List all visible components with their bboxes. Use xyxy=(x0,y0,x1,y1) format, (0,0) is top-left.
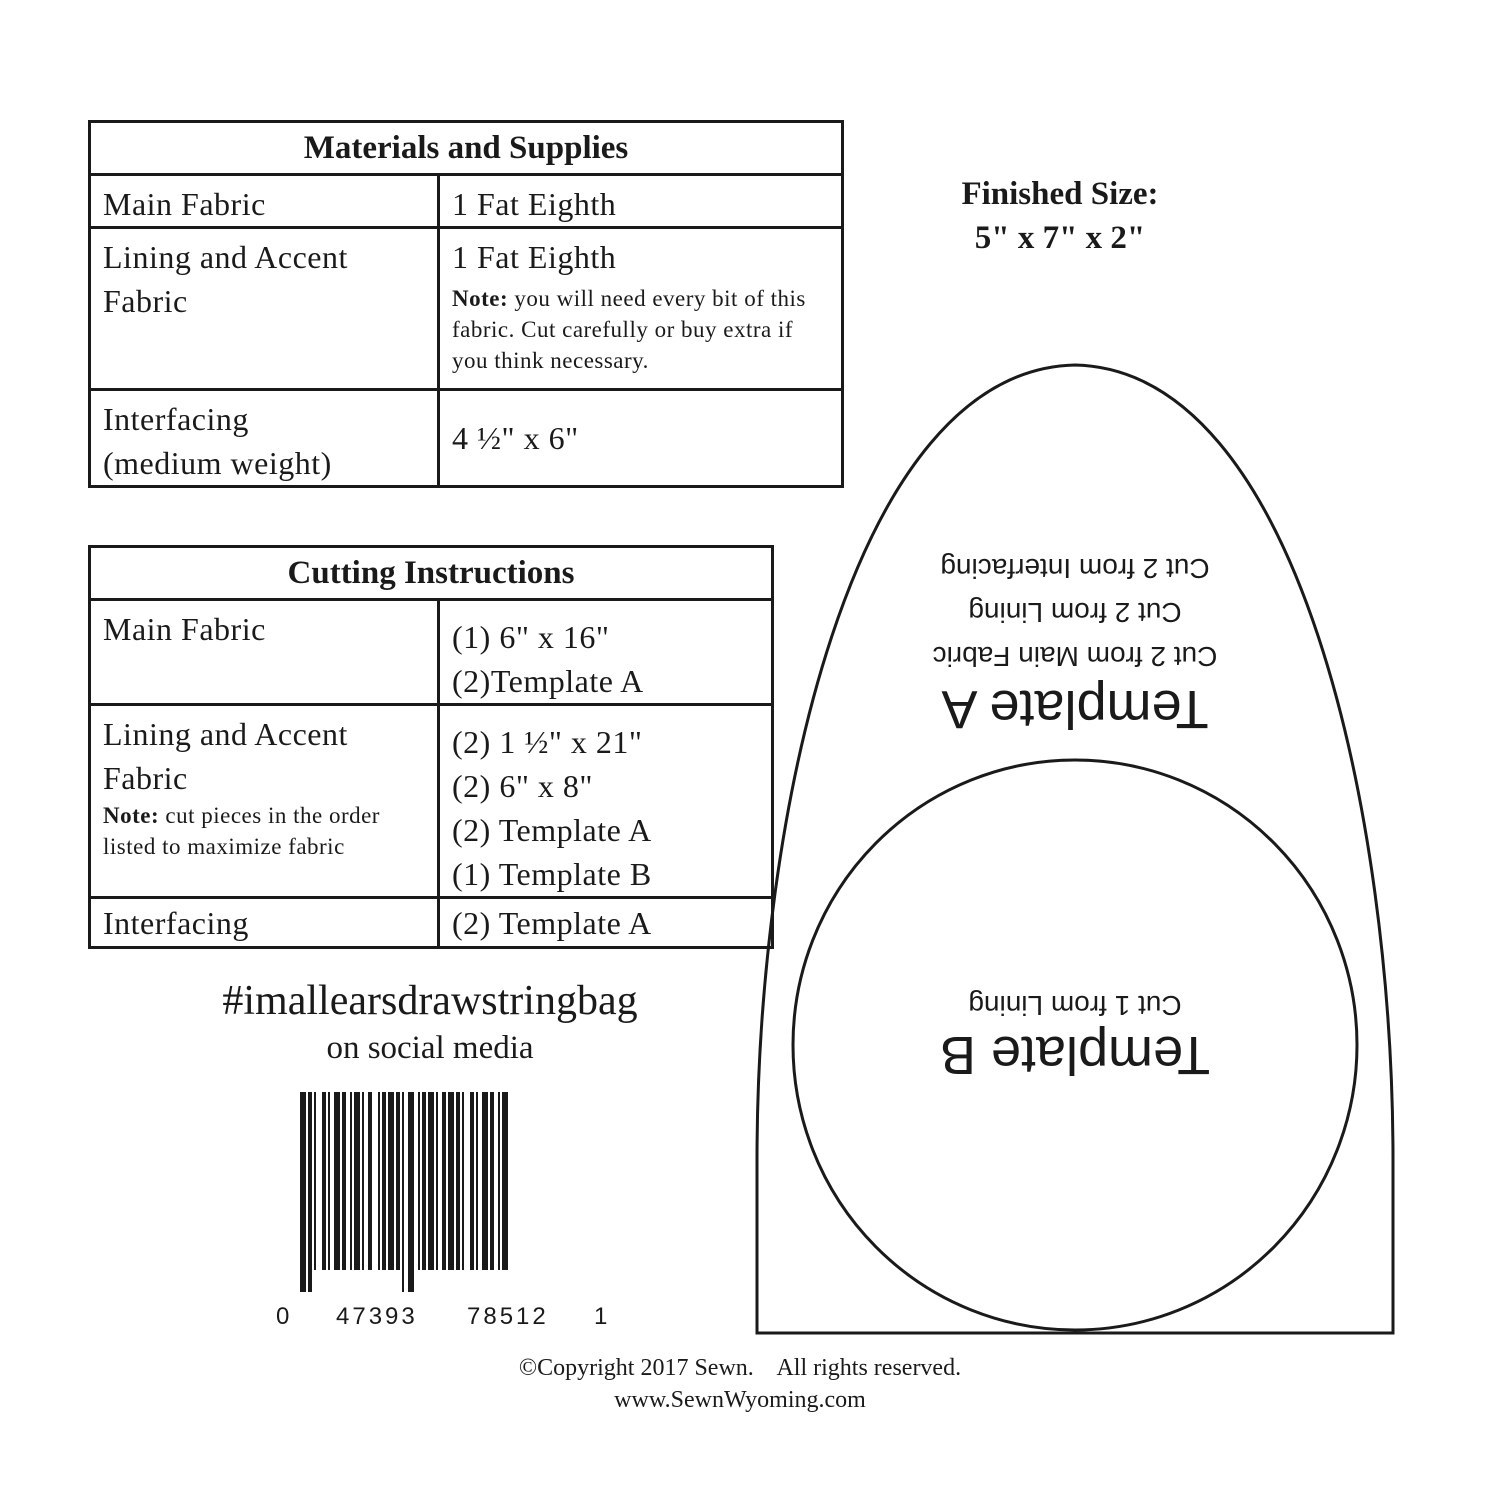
barcode-bar xyxy=(442,1092,446,1270)
template-a-label: Template A Cut 2 from Main Fabric Cut 2 from Lining Cut 2 from Interfacing xyxy=(890,540,1260,740)
barcode-bar xyxy=(378,1092,380,1270)
copyright-text: ©Copyright 2017 Sewn. All rights reserved. xyxy=(518,1355,962,1381)
materials-title: Materials and Supplies xyxy=(90,122,843,175)
barcode-bar xyxy=(368,1092,372,1270)
table-cell: 1 Fat Eighth xyxy=(439,175,843,228)
barcode-bar xyxy=(408,1092,414,1292)
table-cell: 4 ½" x 6" xyxy=(439,390,843,487)
finished-size-value: 5" x 7" x 2" xyxy=(974,220,1146,256)
website-text: www.SewnWyoming.com xyxy=(614,1387,866,1413)
barcode-bar xyxy=(322,1092,326,1270)
barcode-group-2: 78512 xyxy=(467,1303,549,1330)
table-row: Lining and Accent Fabric Note: cut pieces in the order listed to maximize fabric xyxy=(90,705,439,898)
barcode-bar xyxy=(388,1092,394,1270)
barcode-bar xyxy=(470,1092,474,1270)
barcode-bar xyxy=(482,1092,488,1270)
table-cell: (2) Template A xyxy=(439,898,773,948)
barcode-bar xyxy=(402,1092,404,1292)
template-b-label: Template B Cut 1 from Lining xyxy=(900,985,1250,1085)
barcode-bar xyxy=(350,1092,352,1270)
table-row: Lining and Accent Fabric xyxy=(90,228,439,390)
barcode-bar xyxy=(314,1092,316,1270)
barcode-digit-right: 1 xyxy=(594,1303,608,1330)
barcode-bar xyxy=(498,1092,500,1270)
footer xyxy=(440,1352,1040,1416)
table-cell: 1 Fat Eighth Note: you will need every bit of this fabric. Cut carefully or buy extra if you think necessary. xyxy=(439,228,843,390)
table-row: Main Fabric xyxy=(90,175,439,228)
barcode-bar xyxy=(448,1092,454,1270)
barcode-bar xyxy=(476,1092,478,1270)
barcode-bar xyxy=(436,1092,438,1270)
materials-note: Note: you will need every bit of this fabric. Cut carefully or buy extra if you think necessary. xyxy=(452,286,806,373)
barcode-bar xyxy=(396,1092,400,1270)
barcode-bar xyxy=(334,1092,340,1270)
finished-size-label: Finished Size: xyxy=(961,176,1159,212)
barcode-bar xyxy=(354,1092,360,1270)
barcode-bar xyxy=(300,1092,306,1292)
table-cell: (2) 1 ½" x 21" (2) 6" x 8" (2) Template A (1) Template B xyxy=(439,705,773,898)
barcode-bar xyxy=(462,1092,464,1270)
cutting-note: Note: cut pieces in the order listed to maximize fabric xyxy=(103,803,380,859)
barcode-bar xyxy=(308,1092,312,1292)
table-row: Interfacing xyxy=(90,898,439,948)
template-a-title: Template A xyxy=(941,679,1209,739)
barcode-bar xyxy=(490,1092,494,1270)
barcode-bar xyxy=(422,1092,426,1270)
table-cell: (1) 6" x 16" (2)Template A xyxy=(439,600,773,705)
table-row: Interfacing (medium weight) xyxy=(90,390,439,487)
template-b-title: Template B xyxy=(939,1025,1211,1085)
hashtag-subtitle: on social media xyxy=(326,1030,534,1066)
cutting-title: Cutting Instructions xyxy=(90,547,773,600)
barcode-bar xyxy=(382,1092,386,1270)
barcode-bar xyxy=(456,1092,460,1270)
table-row: Main Fabric xyxy=(90,600,439,705)
barcode-digit-left: 0 xyxy=(276,1303,290,1330)
barcode xyxy=(270,1090,600,1300)
barcode-bar xyxy=(342,1092,346,1270)
barcode-bar xyxy=(502,1092,508,1270)
barcode-group-1: 47393 xyxy=(336,1303,418,1330)
barcode-bar xyxy=(418,1092,420,1270)
barcode-bar xyxy=(428,1092,434,1270)
hashtag: #imallearsdrawstringbag xyxy=(222,978,638,1024)
barcode-bar xyxy=(328,1092,330,1270)
barcode-bar xyxy=(362,1092,364,1270)
